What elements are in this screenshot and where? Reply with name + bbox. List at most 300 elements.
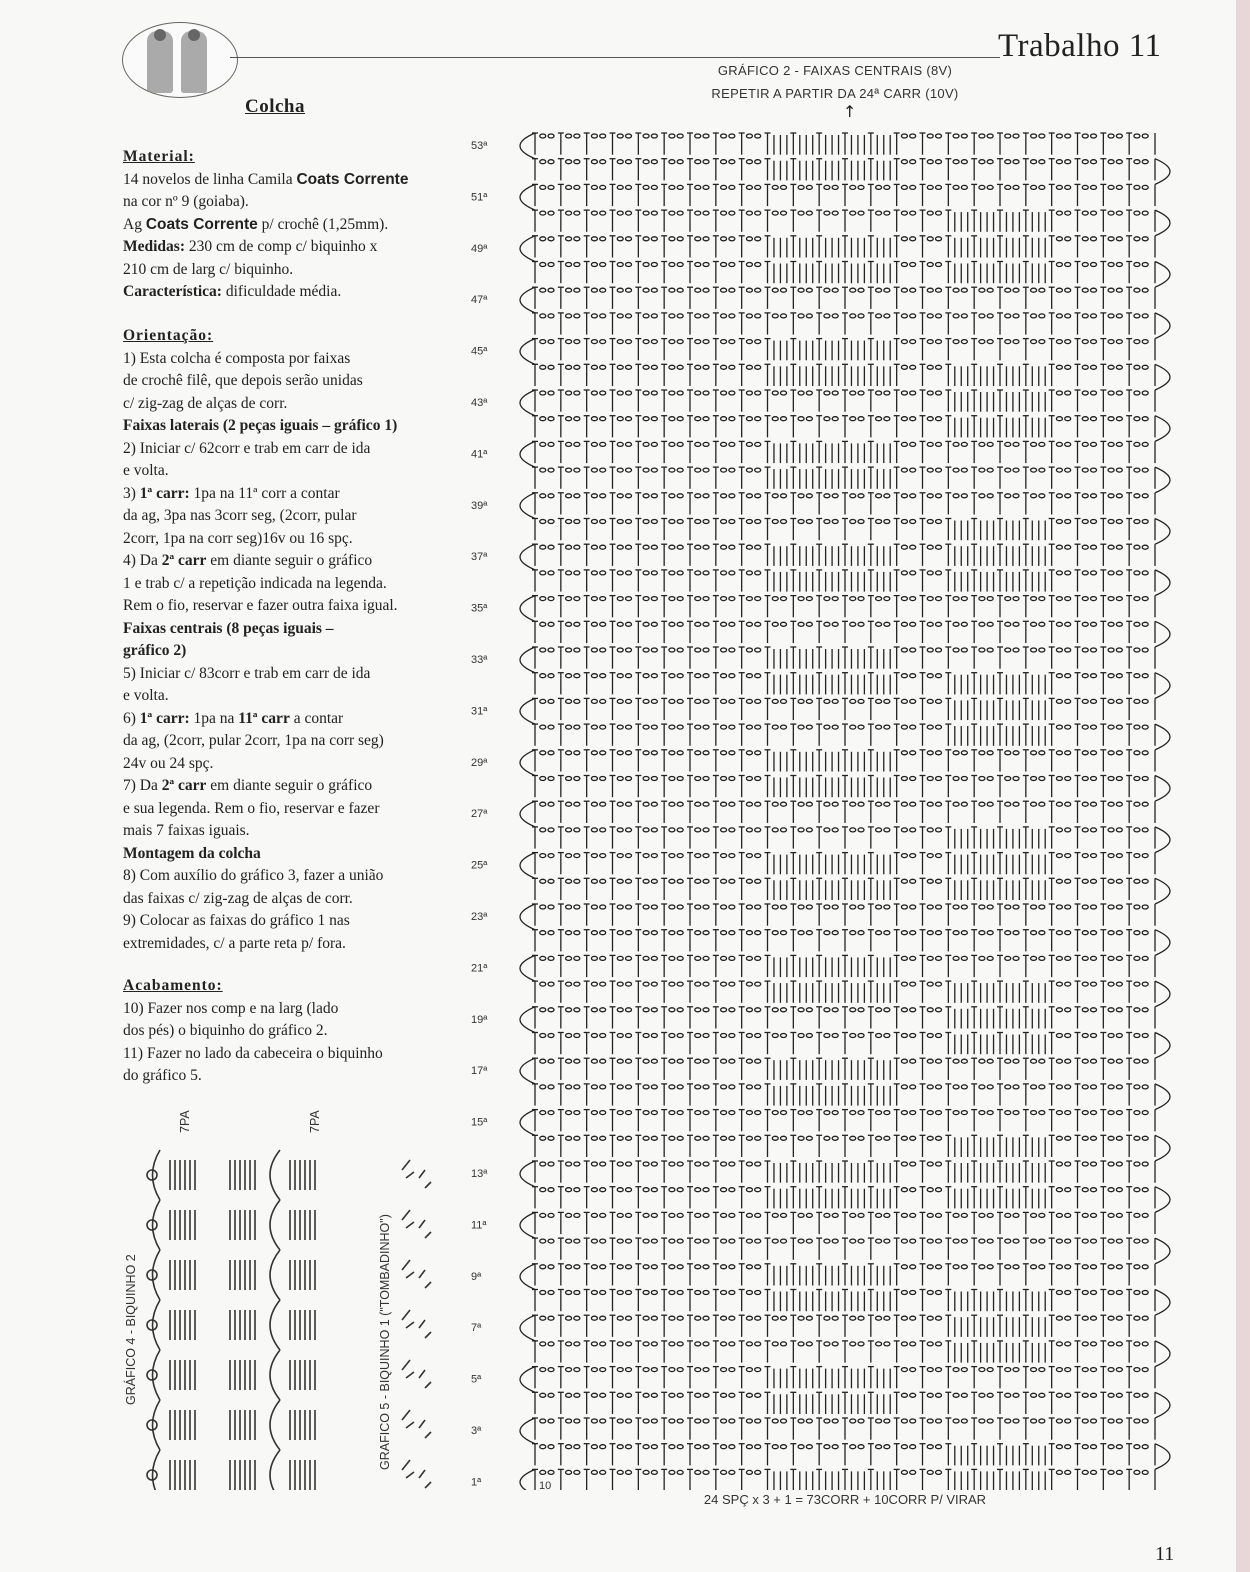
chart-chain bbox=[746, 1213, 752, 1217]
chart-chain bbox=[617, 1136, 623, 1140]
turning-chain bbox=[520, 493, 535, 519]
chart-chain bbox=[1116, 1034, 1122, 1038]
chart-chain bbox=[669, 622, 675, 626]
chart-chain bbox=[806, 1213, 812, 1217]
chart-chain bbox=[617, 520, 623, 524]
edging-scallop bbox=[270, 1350, 280, 1400]
chart-chain bbox=[1039, 648, 1045, 652]
chart-chain bbox=[953, 494, 959, 498]
chart-chain bbox=[703, 674, 709, 678]
chart-chain bbox=[746, 185, 752, 189]
chart-chain bbox=[600, 931, 606, 935]
chart-chain bbox=[936, 751, 942, 755]
chart-chain bbox=[1108, 263, 1114, 267]
chart-chain bbox=[927, 185, 933, 189]
chart-chain bbox=[721, 802, 727, 806]
chart-chain bbox=[1056, 674, 1062, 678]
chart-chain bbox=[721, 1316, 727, 1320]
chart-chain bbox=[746, 211, 752, 215]
chart-chain bbox=[600, 134, 606, 138]
chart-chain bbox=[617, 802, 623, 806]
chart-chain bbox=[1108, 520, 1114, 524]
chart-chain bbox=[781, 622, 787, 626]
chart-chain bbox=[876, 597, 882, 601]
chart-chain bbox=[824, 802, 830, 806]
chart-chain bbox=[953, 1265, 959, 1269]
chart-chain bbox=[600, 340, 606, 344]
chart-chain bbox=[677, 237, 683, 241]
chart-chain bbox=[953, 622, 959, 626]
chart-chain bbox=[755, 597, 761, 601]
chart-chain bbox=[591, 699, 597, 703]
chart-chain bbox=[626, 1316, 632, 1320]
chart-chain bbox=[987, 905, 993, 909]
chart-chain bbox=[901, 340, 907, 344]
chart-chain bbox=[953, 1085, 959, 1089]
chart-chain bbox=[901, 160, 907, 164]
chart-chain bbox=[1056, 340, 1062, 344]
chart-chain bbox=[1116, 777, 1122, 781]
chart-chain bbox=[746, 520, 752, 524]
chart-chain bbox=[540, 854, 546, 858]
chart-chain bbox=[1116, 263, 1122, 267]
chart-chain bbox=[1039, 340, 1045, 344]
chart-chain bbox=[746, 777, 752, 781]
turning-chain bbox=[520, 801, 535, 827]
chart-chain bbox=[927, 1265, 933, 1269]
turning-chain bbox=[1155, 776, 1170, 802]
chart-chain bbox=[1142, 340, 1148, 344]
chart5-label: GRAFICO 5 - BIQUINHO 1 ("TOMBADINHO") bbox=[378, 1214, 392, 1470]
chart-chain bbox=[643, 905, 649, 909]
chart-chain bbox=[901, 314, 907, 318]
chart-chain bbox=[729, 391, 735, 395]
chart-chain bbox=[936, 211, 942, 215]
chart-chain bbox=[910, 468, 916, 472]
chart-chain bbox=[729, 931, 735, 935]
chart-chain bbox=[1005, 442, 1011, 446]
chart-chain bbox=[1005, 134, 1011, 138]
chart-chain bbox=[1091, 365, 1097, 369]
chart-chain bbox=[1031, 648, 1037, 652]
chart-chain bbox=[979, 956, 985, 960]
chart-chain bbox=[961, 185, 967, 189]
chart-chain bbox=[901, 1213, 907, 1217]
chart-chain bbox=[1039, 1213, 1045, 1217]
chart-chain bbox=[677, 956, 683, 960]
chart-chain bbox=[746, 1162, 752, 1166]
chart-chain bbox=[677, 1316, 683, 1320]
chart-chain bbox=[901, 1265, 907, 1269]
chart-chain bbox=[884, 1239, 890, 1243]
chart-chain bbox=[1108, 1162, 1114, 1166]
chart-chain bbox=[617, 1085, 623, 1089]
chart-chain bbox=[695, 777, 701, 781]
turning-chain bbox=[1155, 519, 1170, 545]
chart-chain bbox=[927, 494, 933, 498]
chart-chain bbox=[746, 1034, 752, 1038]
chart-chain bbox=[746, 1239, 752, 1243]
chart-chain bbox=[858, 494, 864, 498]
chart-chain bbox=[1134, 622, 1140, 626]
chart-chain bbox=[746, 391, 752, 395]
chart-chain bbox=[617, 854, 623, 858]
chart-chain bbox=[1116, 1188, 1122, 1192]
chart-chain bbox=[703, 777, 709, 781]
chart-chain bbox=[548, 340, 554, 344]
chart-chain bbox=[695, 417, 701, 421]
chart-chain bbox=[591, 905, 597, 909]
chart-chain bbox=[1065, 494, 1071, 498]
chart-chain bbox=[927, 263, 933, 267]
chart-chain bbox=[1108, 160, 1114, 164]
chart-chain bbox=[591, 1316, 597, 1320]
chart-chain bbox=[910, 520, 916, 524]
chart-chain bbox=[626, 417, 632, 421]
chart-chain bbox=[566, 854, 572, 858]
chart-chain bbox=[1056, 1188, 1062, 1192]
chart-chain bbox=[1142, 314, 1148, 318]
chart-chain bbox=[591, 1034, 597, 1038]
chart-chain bbox=[651, 879, 657, 883]
chart-chain bbox=[910, 494, 916, 498]
chart-chain bbox=[1091, 1111, 1097, 1115]
chart-chain bbox=[669, 1316, 675, 1320]
chart-chain bbox=[1134, 417, 1140, 421]
chart-chain bbox=[540, 1291, 546, 1295]
chart-chain bbox=[979, 288, 985, 292]
chart-chain bbox=[651, 288, 657, 292]
chart-chain bbox=[772, 288, 778, 292]
chart-chain bbox=[1082, 494, 1088, 498]
chart-chain bbox=[927, 134, 933, 138]
chart-chain bbox=[910, 211, 916, 215]
chart-chain bbox=[626, 777, 632, 781]
chart-chain bbox=[600, 545, 606, 549]
chart-chain bbox=[781, 391, 787, 395]
chart-chain bbox=[1056, 288, 1062, 292]
chart-chain bbox=[755, 442, 761, 446]
chart-chain bbox=[1116, 571, 1122, 575]
chart-chain bbox=[1065, 134, 1071, 138]
chart-chain bbox=[850, 1316, 856, 1320]
chart-chain bbox=[781, 417, 787, 421]
turning-chain bbox=[1155, 724, 1170, 750]
chart-chain bbox=[651, 751, 657, 755]
chart-chain bbox=[1005, 340, 1011, 344]
chart-chain bbox=[987, 442, 993, 446]
chart-chain bbox=[651, 468, 657, 472]
chart-chain bbox=[1082, 725, 1088, 729]
turning-chain bbox=[1155, 878, 1170, 904]
chart-chain bbox=[755, 622, 761, 626]
chart-chain bbox=[746, 751, 752, 755]
chart-chain bbox=[703, 931, 709, 935]
chart-chain bbox=[617, 905, 623, 909]
chart-chain bbox=[936, 545, 942, 549]
chart-chain bbox=[600, 263, 606, 267]
chart-chain bbox=[651, 571, 657, 575]
chart-chain bbox=[1134, 597, 1140, 601]
chart-chain bbox=[850, 699, 856, 703]
edging-scallop bbox=[270, 1300, 280, 1350]
chart-chain bbox=[721, 417, 727, 421]
chart-chain bbox=[729, 417, 735, 421]
chart-chain bbox=[1108, 1085, 1114, 1089]
chart-chain bbox=[1116, 751, 1122, 755]
chart-chain bbox=[651, 1188, 657, 1192]
turning-chain bbox=[520, 133, 535, 159]
chart-chain bbox=[901, 982, 907, 986]
chart-chain bbox=[832, 597, 838, 601]
chart-chain bbox=[1142, 211, 1148, 215]
chart-chain bbox=[1142, 288, 1148, 292]
chart-chain bbox=[858, 905, 864, 909]
chart-chain bbox=[979, 340, 985, 344]
chart-chain bbox=[772, 1316, 778, 1320]
chart-chain bbox=[936, 1059, 942, 1063]
chart-chain bbox=[832, 1213, 838, 1217]
chart-chain bbox=[669, 160, 675, 164]
chart-chain bbox=[600, 1111, 606, 1115]
subheading: gráfico 2) bbox=[123, 642, 187, 659]
chart-chain bbox=[1108, 699, 1114, 703]
chart-chain bbox=[1142, 391, 1148, 395]
chart-chain bbox=[677, 134, 683, 138]
chart-chain bbox=[695, 1291, 701, 1295]
chart-chain bbox=[1134, 931, 1140, 935]
chart-chain bbox=[1082, 1291, 1088, 1295]
chart-chain bbox=[643, 648, 649, 652]
chart-chain bbox=[1142, 879, 1148, 883]
chart-chain bbox=[1134, 211, 1140, 215]
chart-chain bbox=[927, 622, 933, 626]
chart-chain bbox=[1091, 725, 1097, 729]
chart-chain bbox=[927, 674, 933, 678]
chart-chain bbox=[600, 648, 606, 652]
chart-chain bbox=[617, 1265, 623, 1269]
chart-chain bbox=[566, 185, 572, 189]
chart-chain bbox=[824, 828, 830, 832]
chart-chain bbox=[1108, 1265, 1114, 1269]
edging-stitch bbox=[402, 1310, 414, 1328]
chart-chain bbox=[626, 1059, 632, 1063]
chart-chain bbox=[858, 185, 864, 189]
chart-chain bbox=[1116, 674, 1122, 678]
turning-chain bbox=[520, 339, 535, 365]
chart-chain bbox=[979, 1085, 985, 1089]
chart-chain bbox=[540, 1316, 546, 1320]
chart-chain bbox=[746, 365, 752, 369]
chart-chain bbox=[617, 931, 623, 935]
chart-chain bbox=[695, 828, 701, 832]
chart-chain bbox=[884, 520, 890, 524]
chart-chain bbox=[617, 288, 623, 292]
chart-chain bbox=[1013, 1111, 1019, 1115]
chart-chain bbox=[1082, 674, 1088, 678]
chart-chain bbox=[591, 725, 597, 729]
chart-chain bbox=[910, 622, 916, 626]
chart-chain bbox=[1142, 1162, 1148, 1166]
chart-chain bbox=[884, 931, 890, 935]
chart-chain bbox=[832, 494, 838, 498]
chart-chain bbox=[910, 931, 916, 935]
chart-chain bbox=[669, 340, 675, 344]
chart-chain bbox=[1082, 699, 1088, 703]
chart-chain bbox=[669, 751, 675, 755]
chart-chain bbox=[548, 931, 554, 935]
chart-chain bbox=[1031, 1213, 1037, 1217]
chart-chain bbox=[1065, 751, 1071, 755]
chart-chain bbox=[1082, 1136, 1088, 1140]
chart-chain bbox=[695, 263, 701, 267]
chart-chain bbox=[1091, 340, 1097, 344]
chart-chain bbox=[548, 699, 554, 703]
chart-chain bbox=[626, 931, 632, 935]
chart-chain bbox=[953, 1111, 959, 1115]
chart-chain bbox=[1116, 1239, 1122, 1243]
chart-chain bbox=[548, 802, 554, 806]
chart-chain bbox=[1108, 494, 1114, 498]
chart-chain bbox=[1056, 263, 1062, 267]
chart-chain bbox=[566, 545, 572, 549]
chart-chain bbox=[987, 802, 993, 806]
chart-chain bbox=[695, 468, 701, 472]
chart-chain bbox=[566, 751, 572, 755]
chart-chain bbox=[1013, 777, 1019, 781]
chart-chain bbox=[1013, 905, 1019, 909]
chart-chain bbox=[695, 622, 701, 626]
chart-chain bbox=[901, 263, 907, 267]
chart-chain bbox=[850, 1034, 856, 1038]
chart-chain bbox=[1039, 134, 1045, 138]
chart-chain bbox=[617, 545, 623, 549]
chart-chain bbox=[695, 931, 701, 935]
chart-chain bbox=[1091, 622, 1097, 626]
step-text: de crochê filê, que depois serão unidas bbox=[123, 372, 363, 389]
chart-chain bbox=[721, 391, 727, 395]
chart-chain bbox=[953, 134, 959, 138]
chart-chain bbox=[574, 1111, 580, 1115]
chart-chain bbox=[1116, 520, 1122, 524]
chart-chain bbox=[1116, 442, 1122, 446]
chart-chain bbox=[566, 1239, 572, 1243]
chart-chain bbox=[651, 674, 657, 678]
chart-chain bbox=[1005, 905, 1011, 909]
chart-chain bbox=[703, 211, 709, 215]
chart-chain bbox=[1056, 1265, 1062, 1269]
chart-chain bbox=[755, 263, 761, 267]
chart-chain bbox=[600, 674, 606, 678]
chart-chain bbox=[806, 211, 812, 215]
chart-chain bbox=[1108, 674, 1114, 678]
chart-chain bbox=[729, 1085, 735, 1089]
chart-chain bbox=[1005, 1085, 1011, 1089]
chart-chain bbox=[677, 1085, 683, 1089]
chart-chain bbox=[858, 1136, 864, 1140]
chart-chain bbox=[1091, 417, 1097, 421]
chart-chain bbox=[936, 468, 942, 472]
chart-chain bbox=[755, 571, 761, 575]
turning-chain bbox=[1155, 570, 1170, 596]
chart-chain bbox=[540, 237, 546, 241]
chart-chain bbox=[936, 494, 942, 498]
chart-chain bbox=[1116, 340, 1122, 344]
chart-chain bbox=[755, 1316, 761, 1320]
chart-chain bbox=[979, 622, 985, 626]
chart-chain bbox=[936, 622, 942, 626]
page-edge bbox=[1236, 0, 1250, 1572]
chart-chain bbox=[566, 494, 572, 498]
chart-chain bbox=[936, 725, 942, 729]
chart-chain bbox=[591, 879, 597, 883]
chart-chain bbox=[617, 468, 623, 472]
chart-chain bbox=[1134, 545, 1140, 549]
chart-chain bbox=[936, 802, 942, 806]
chart-chain bbox=[703, 751, 709, 755]
turning-chain bbox=[520, 596, 535, 622]
chart-chain bbox=[1134, 879, 1140, 883]
chart-chain bbox=[858, 391, 864, 395]
chart-chain bbox=[781, 1213, 787, 1217]
chart-chain bbox=[1056, 725, 1062, 729]
chart-chain bbox=[1039, 468, 1045, 472]
chart-chain bbox=[910, 1162, 916, 1166]
chart-chain bbox=[1082, 1008, 1088, 1012]
chart-chain bbox=[1056, 391, 1062, 395]
chart-chain bbox=[884, 1008, 890, 1012]
chart-chain bbox=[566, 777, 572, 781]
chart-chain bbox=[1116, 1291, 1122, 1295]
chart-chain bbox=[755, 1008, 761, 1012]
chart-chain bbox=[806, 1111, 812, 1115]
chart-chain bbox=[850, 931, 856, 935]
chart-chain bbox=[824, 314, 830, 318]
chart-chain bbox=[729, 828, 735, 832]
chart-chain bbox=[936, 263, 942, 267]
filet-crochet-chart bbox=[465, 125, 1200, 1490]
chart-chain bbox=[910, 777, 916, 781]
chart-chain bbox=[600, 442, 606, 446]
chart-chain bbox=[669, 494, 675, 498]
pa-label: 7PA bbox=[178, 1110, 192, 1133]
chart-chain bbox=[910, 751, 916, 755]
step-text: 8) Com auxílio do gráfico 3, fazer a união bbox=[123, 867, 384, 884]
chart-chain bbox=[721, 648, 727, 652]
chart-chain bbox=[1091, 1162, 1097, 1166]
chart-chain bbox=[617, 1162, 623, 1166]
chart-chain bbox=[1134, 1291, 1140, 1295]
chart-chain bbox=[1142, 1034, 1148, 1038]
chart-chain bbox=[1116, 956, 1122, 960]
chart-chain bbox=[979, 777, 985, 781]
chart-chain bbox=[910, 1265, 916, 1269]
chart-chain bbox=[1142, 699, 1148, 703]
chart-chain bbox=[548, 1213, 554, 1217]
chart-chain bbox=[617, 160, 623, 164]
chart-chain bbox=[1091, 494, 1097, 498]
step-text: da ag, 3pa nas 3corr seg, (2corr, pular bbox=[123, 507, 357, 524]
chart-chain bbox=[746, 237, 752, 241]
chart-chain bbox=[884, 1111, 890, 1115]
chart-chain bbox=[772, 211, 778, 215]
chart-chain bbox=[832, 1111, 838, 1115]
chart-chain bbox=[1116, 1111, 1122, 1115]
chart-chain bbox=[721, 1162, 727, 1166]
chart-chain bbox=[1065, 597, 1071, 601]
chart-chain bbox=[695, 1059, 701, 1063]
chart-chain bbox=[936, 931, 942, 935]
